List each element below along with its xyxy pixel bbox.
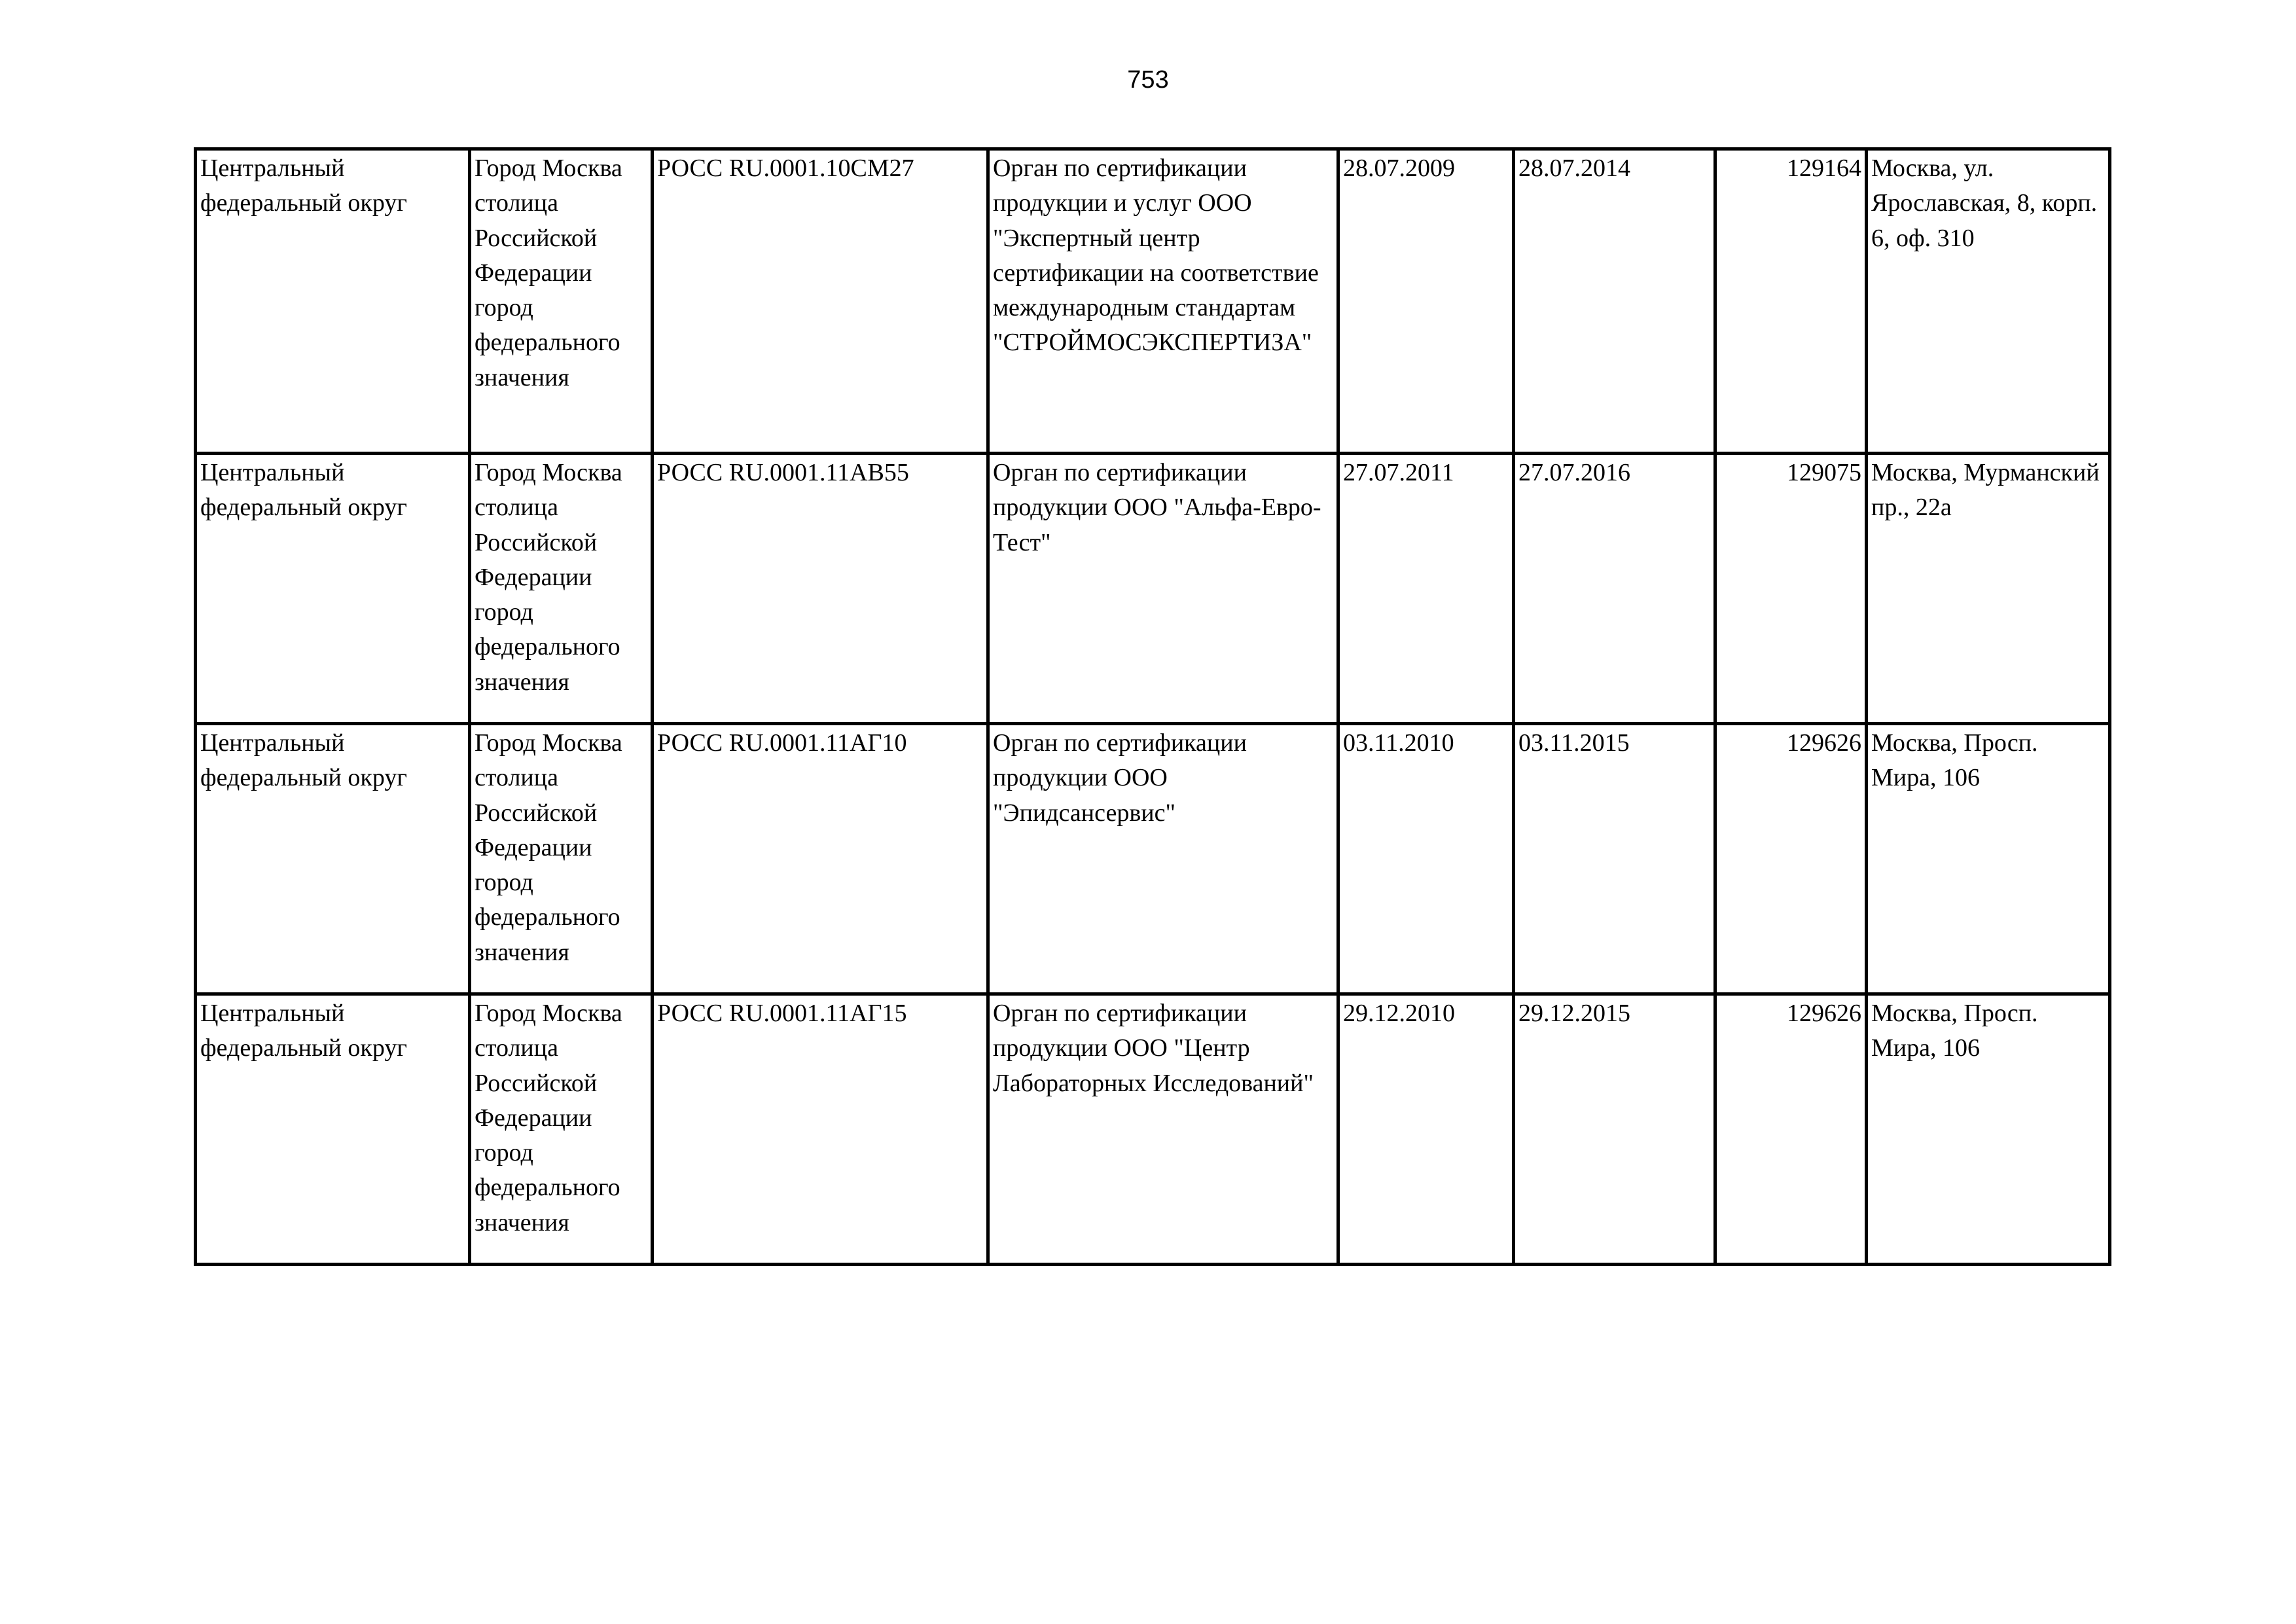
district-cell: Центральный федеральный округ [196,724,470,994]
reg-number-cell: РОСС RU.0001.11АГ15 [653,994,988,1265]
date-from-cell: 29.12.2010 [1338,994,1514,1265]
table-row [196,149,2110,454]
page-number: 753 [1127,66,1169,94]
district-cell: Центральный федеральный округ [196,454,470,724]
address-cell: Москва, Мурманский пр., 22а [1867,454,2110,724]
certification-registry-table [194,147,2111,1266]
organization-cell: Орган по сертификации продукции и услуг ООО "Экспертный центр сертификации на соответствие международным стандартам "СТРОЙМОСЭКСПЕРТИЗА" [988,149,1338,454]
organization-cell: Орган по сертификации продукции ООО "Центр Лабораторных Исследований" [988,994,1338,1265]
district-cell: Центральный федеральный округ [196,149,470,454]
postcode-cell: 129075 [1715,454,1867,724]
date-to-cell: 27.07.2016 [1514,454,1715,724]
postcode-cell: 129164 [1715,149,1867,454]
table-row [196,454,2110,724]
date-from-cell: 27.07.2011 [1338,454,1514,724]
region-cell: Город Москва столица Российской Федерации город федерального значения [470,724,653,994]
region-cell: Город Москва столица Российской Федерации город федерального значения [470,994,653,1265]
table-row [196,994,2110,1265]
table-row [196,724,2110,994]
region-cell: Город Москва столица Российской Федерации город федерального значения [470,149,653,454]
date-to-cell: 28.07.2014 [1514,149,1715,454]
reg-number-cell: РОСС RU.0001.10СМ27 [653,149,988,454]
address-cell: Москва, Просп. Мира, 106 [1867,724,2110,994]
postcode-cell: 129626 [1715,994,1867,1265]
organization-cell: Орган по сертификации продукции ООО "Альфа-Евро-Тест" [988,454,1338,724]
address-cell: Москва, ул. Ярославская, 8, корп. 6, оф. 310 [1867,149,2110,454]
date-to-cell: 29.12.2015 [1514,994,1715,1265]
organization-cell: Орган по сертификации продукции ООО "Эпидсансервис" [988,724,1338,994]
region-cell: Город Москва столица Российской Федерации город федерального значения [470,454,653,724]
date-to-cell: 03.11.2015 [1514,724,1715,994]
date-from-cell: 28.07.2009 [1338,149,1514,454]
reg-number-cell: РОСС RU.0001.11АГ10 [653,724,988,994]
reg-number-cell: РОСС RU.0001.11АВ55 [653,454,988,724]
postcode-cell: 129626 [1715,724,1867,994]
date-from-cell: 03.11.2010 [1338,724,1514,994]
address-cell: Москва, Просп. Мира, 106 [1867,994,2110,1265]
district-cell: Центральный федеральный округ [196,994,470,1265]
